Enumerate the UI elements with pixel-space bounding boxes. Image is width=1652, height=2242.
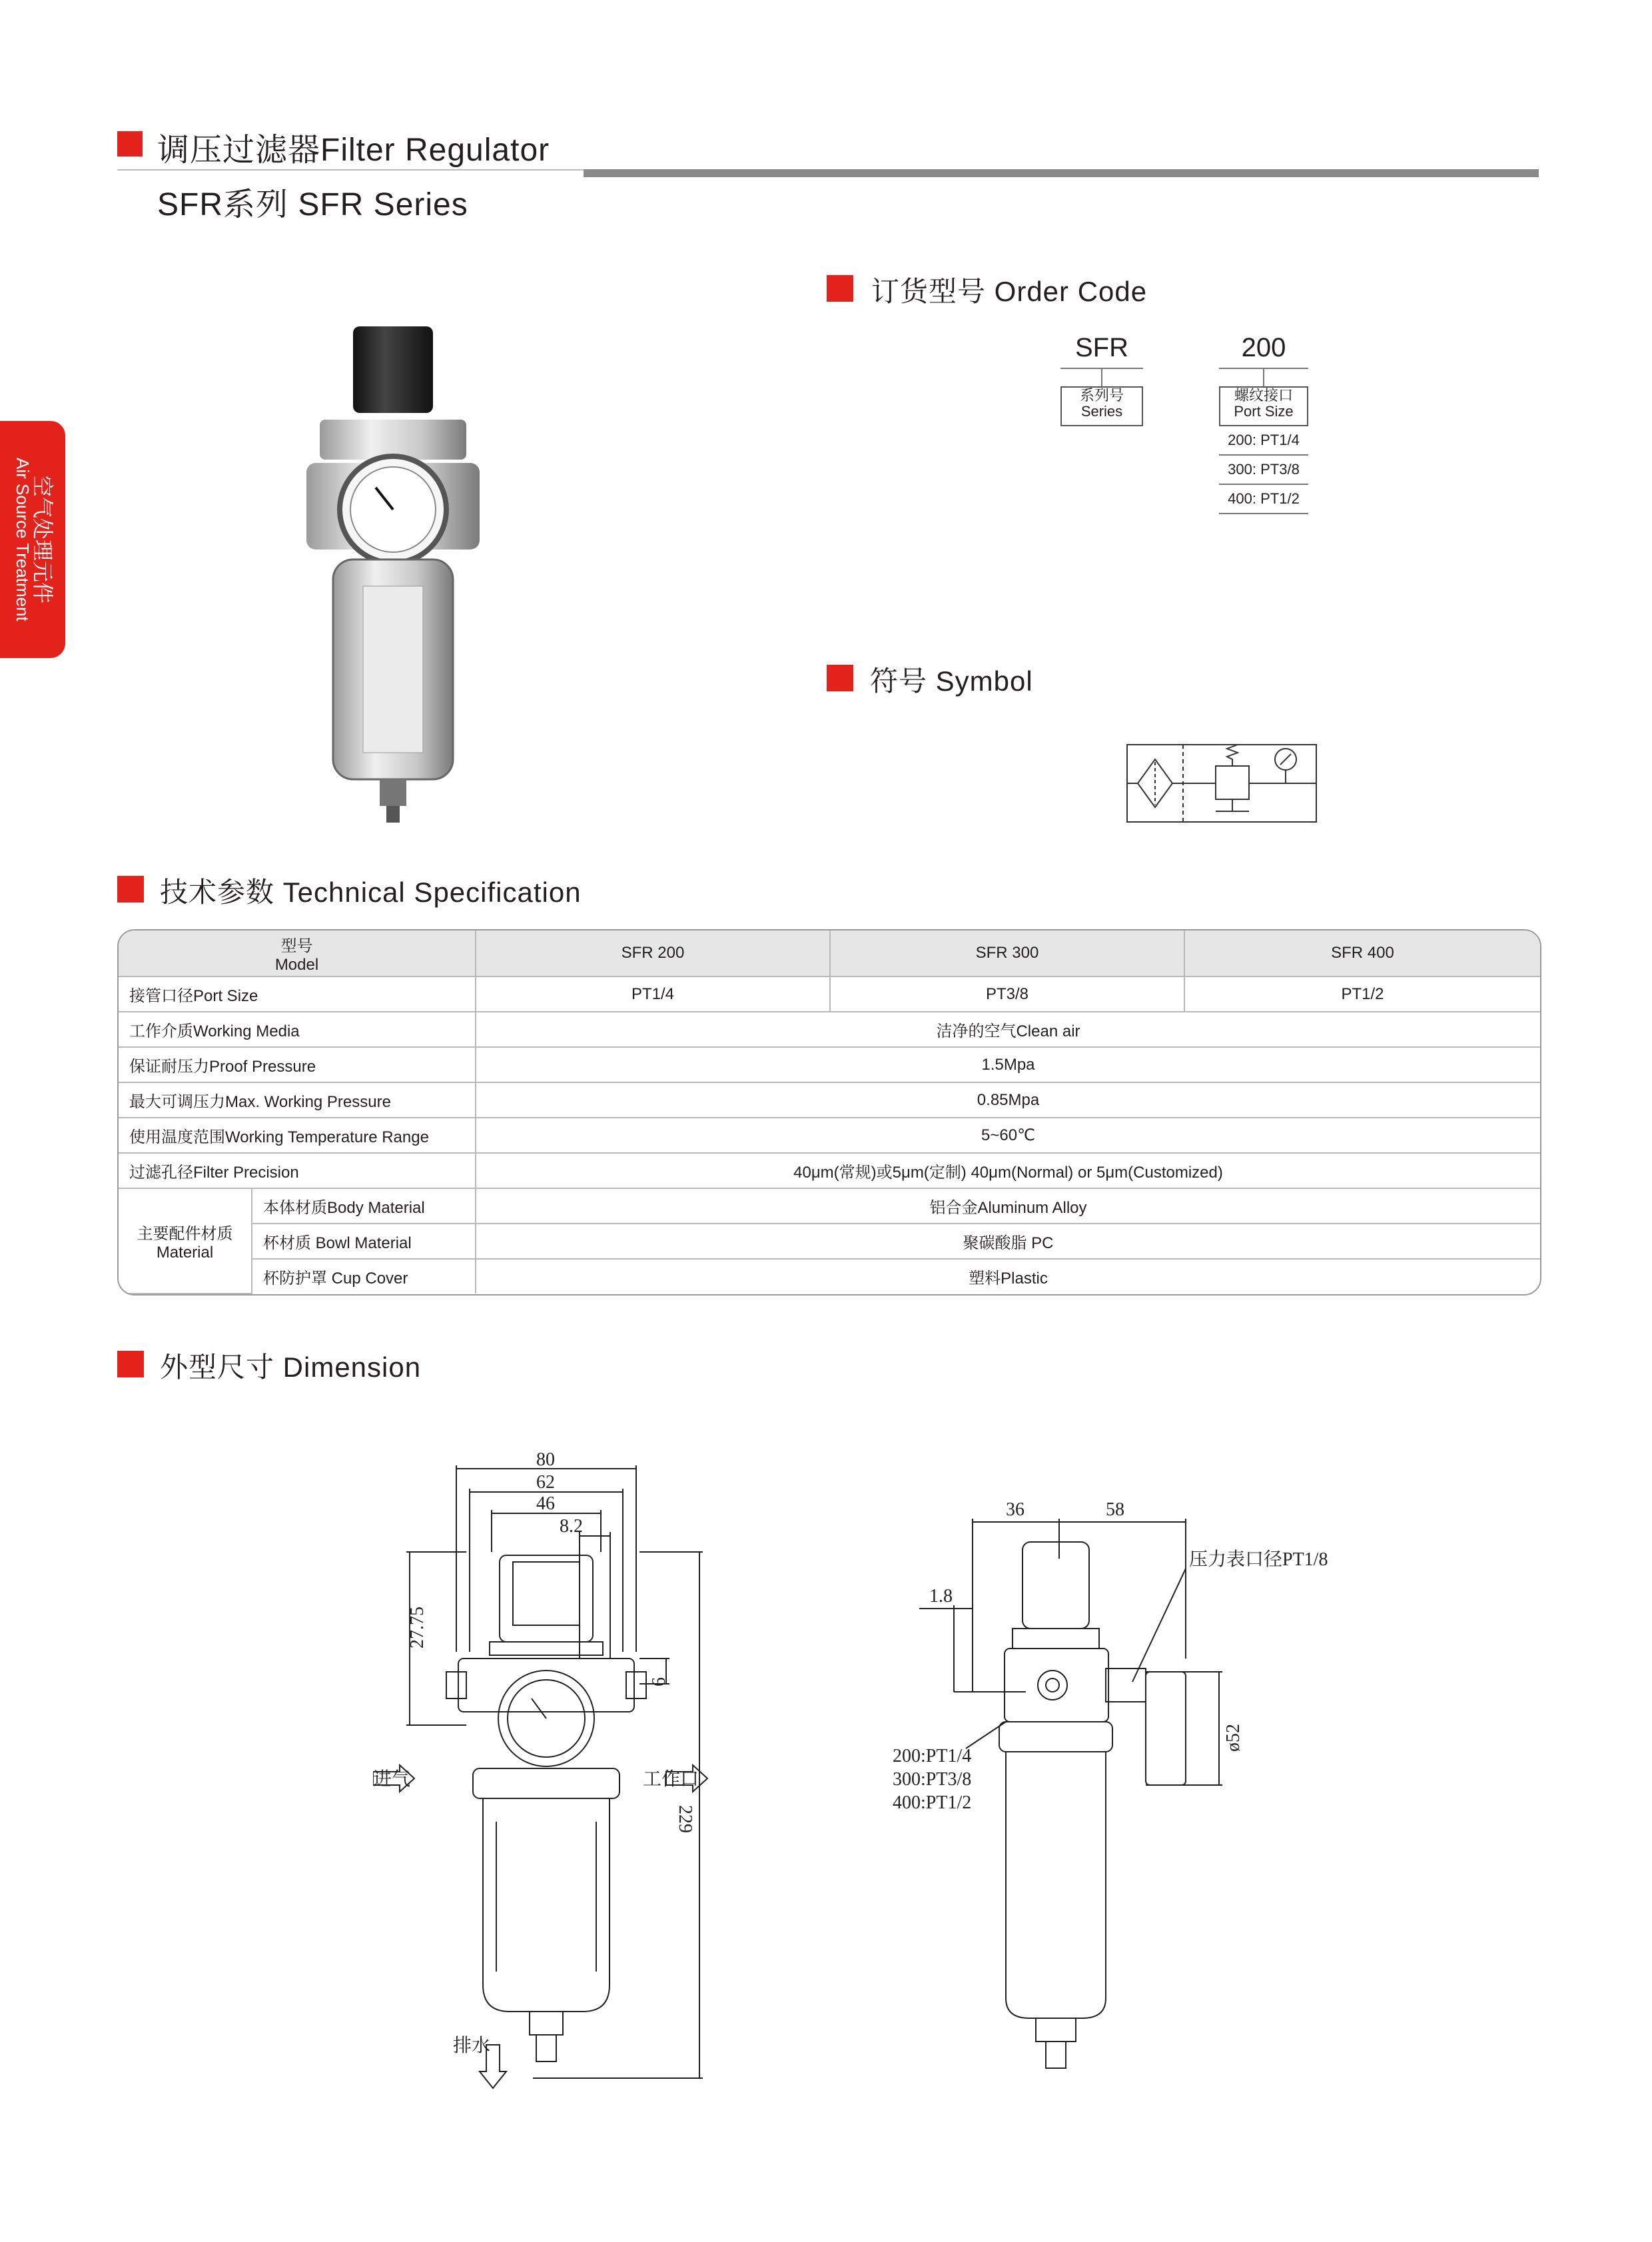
table-cell: PT3/8	[830, 976, 1184, 1012]
title-marker	[117, 131, 143, 157]
material-group-zh: 主要配件材质	[137, 1224, 233, 1243]
table-cell: 塑料Plastic	[476, 1259, 1540, 1294]
port-code: 200	[1241, 333, 1286, 362]
dim-1-8: 1.8	[929, 1586, 953, 1607]
port-size-label: 300:PT3/8	[893, 1769, 972, 1790]
row-label: 过滤孔径Filter Precision	[119, 1153, 476, 1188]
dim-6: 6	[649, 1677, 669, 1686]
title-rule-thin	[117, 169, 584, 171]
dimension-heading: 外型尺寸 Dimension	[160, 1351, 422, 1383]
order-code-marker	[827, 275, 853, 302]
drain-label: 排水	[453, 2036, 491, 2056]
model-header-zh: 型号	[280, 936, 313, 955]
dim-27-75: 27.75	[407, 1607, 428, 1649]
symbol-heading: 符号 Symbol	[870, 665, 1033, 697]
table-cell: 40μm(常规)或5μm(定制) 40μm(Normal) or 5μm(Customized)	[476, 1153, 1540, 1188]
product-photo	[293, 320, 493, 826]
series-label-en: Series	[1080, 403, 1123, 420]
model-col-header: SFR 300	[830, 931, 1184, 976]
spec-table	[117, 929, 1541, 1296]
dim-80: 80	[536, 1449, 555, 1470]
port-option: 200: PT1/4	[1219, 432, 1308, 456]
port-label-en: Port Size	[1234, 403, 1294, 420]
symbol-marker	[827, 665, 853, 691]
row-label: 最大可调压力Max. Working Pressure	[119, 1082, 476, 1118]
model-header-en: Model	[274, 955, 319, 974]
dim-46: 46	[536, 1493, 555, 1514]
table-row	[119, 1047, 1540, 1082]
dim-8-2: 8.2	[560, 1516, 583, 1537]
table-cell: 铝合金Aluminum Alloy	[476, 1188, 1540, 1224]
side-tab-zh: 空气处理元件	[31, 475, 55, 603]
dim-36: 36	[1006, 1499, 1025, 1520]
row-label: 工作介质Working Media	[119, 1012, 476, 1047]
row-label: 杯材质 Bowl Material	[252, 1224, 476, 1259]
port-option: 300: PT3/8	[1219, 461, 1308, 485]
port-label-box	[1219, 386, 1308, 426]
table-cell: 洁净的空气Clean air	[476, 1012, 1540, 1047]
model-col-header: SFR 200	[476, 931, 830, 976]
table-row	[119, 976, 1540, 1012]
table-row	[119, 1259, 1540, 1294]
row-label: 保证耐压力Proof Pressure	[119, 1047, 476, 1082]
table-row	[119, 1224, 1540, 1259]
spec-heading: 技术参数 Technical Specification	[160, 877, 582, 908]
row-label: 使用温度范围Working Temperature Range	[119, 1118, 476, 1153]
row-label: 本体材质Body Material	[252, 1188, 476, 1224]
model-header	[119, 931, 476, 976]
spec-marker	[117, 876, 144, 903]
dim-229: 229	[675, 1805, 695, 1833]
table-cell: 5~60℃	[476, 1118, 1540, 1153]
side-view-drawing	[893, 1492, 1346, 2091]
port-size-label: 200:PT1/4	[893, 1746, 972, 1766]
dim-62: 62	[536, 1472, 555, 1493]
port-size-label: 400:PT1/2	[893, 1792, 972, 1813]
outlet-label: 工作口	[643, 1769, 699, 1790]
table-cell: PT1/4	[476, 976, 830, 1012]
model-col-header: SFR 400	[1184, 931, 1540, 976]
table-row	[119, 1118, 1540, 1153]
port-label-zh: 螺纹接口	[1234, 387, 1293, 404]
port-option: 400: PT1/2	[1219, 490, 1308, 514]
page-title: 调压过滤器Filter Regulator	[157, 133, 550, 168]
side-tab-en: Air Source Treatment	[13, 458, 33, 621]
material-group-label	[119, 1188, 252, 1294]
table-cell: 聚碳酸脂 PC	[476, 1224, 1540, 1259]
row-label: 杯防护罩 Cup Cover	[252, 1259, 476, 1294]
order-code-heading: 订货型号 Order Code	[871, 276, 1148, 307]
port-connector	[1263, 369, 1264, 386]
pneumatic-symbol	[1126, 739, 1319, 826]
series-code: SFR	[1075, 333, 1128, 362]
side-tab	[0, 421, 65, 658]
gauge-port-label: 压力表口径PT1/8	[1189, 1549, 1328, 1570]
row-label: 接管口径Port Size	[119, 976, 476, 1012]
dimension-marker	[117, 1351, 144, 1377]
table-row	[119, 1188, 1540, 1224]
table-row	[119, 1082, 1540, 1118]
material-group-en: Material	[156, 1243, 214, 1262]
table-cell: PT1/2	[1184, 976, 1540, 1012]
page-subtitle: SFR系列 SFR Series	[157, 187, 468, 222]
table-cell: 0.85Mpa	[476, 1082, 1540, 1118]
series-connector	[1101, 369, 1102, 386]
table-header-row	[119, 931, 1540, 976]
dim-52: ø52	[1223, 1724, 1244, 1752]
series-label-box	[1060, 386, 1143, 426]
front-view-drawing	[373, 1439, 733, 2091]
title-rule-thick	[584, 169, 1539, 177]
table-row	[119, 1012, 1540, 1047]
dim-58: 58	[1106, 1499, 1124, 1520]
table-row	[119, 1153, 1540, 1188]
series-label-zh: 系列号	[1079, 387, 1124, 404]
table-cell: 1.5Mpa	[476, 1047, 1540, 1082]
inlet-label: 进气	[373, 1769, 411, 1790]
